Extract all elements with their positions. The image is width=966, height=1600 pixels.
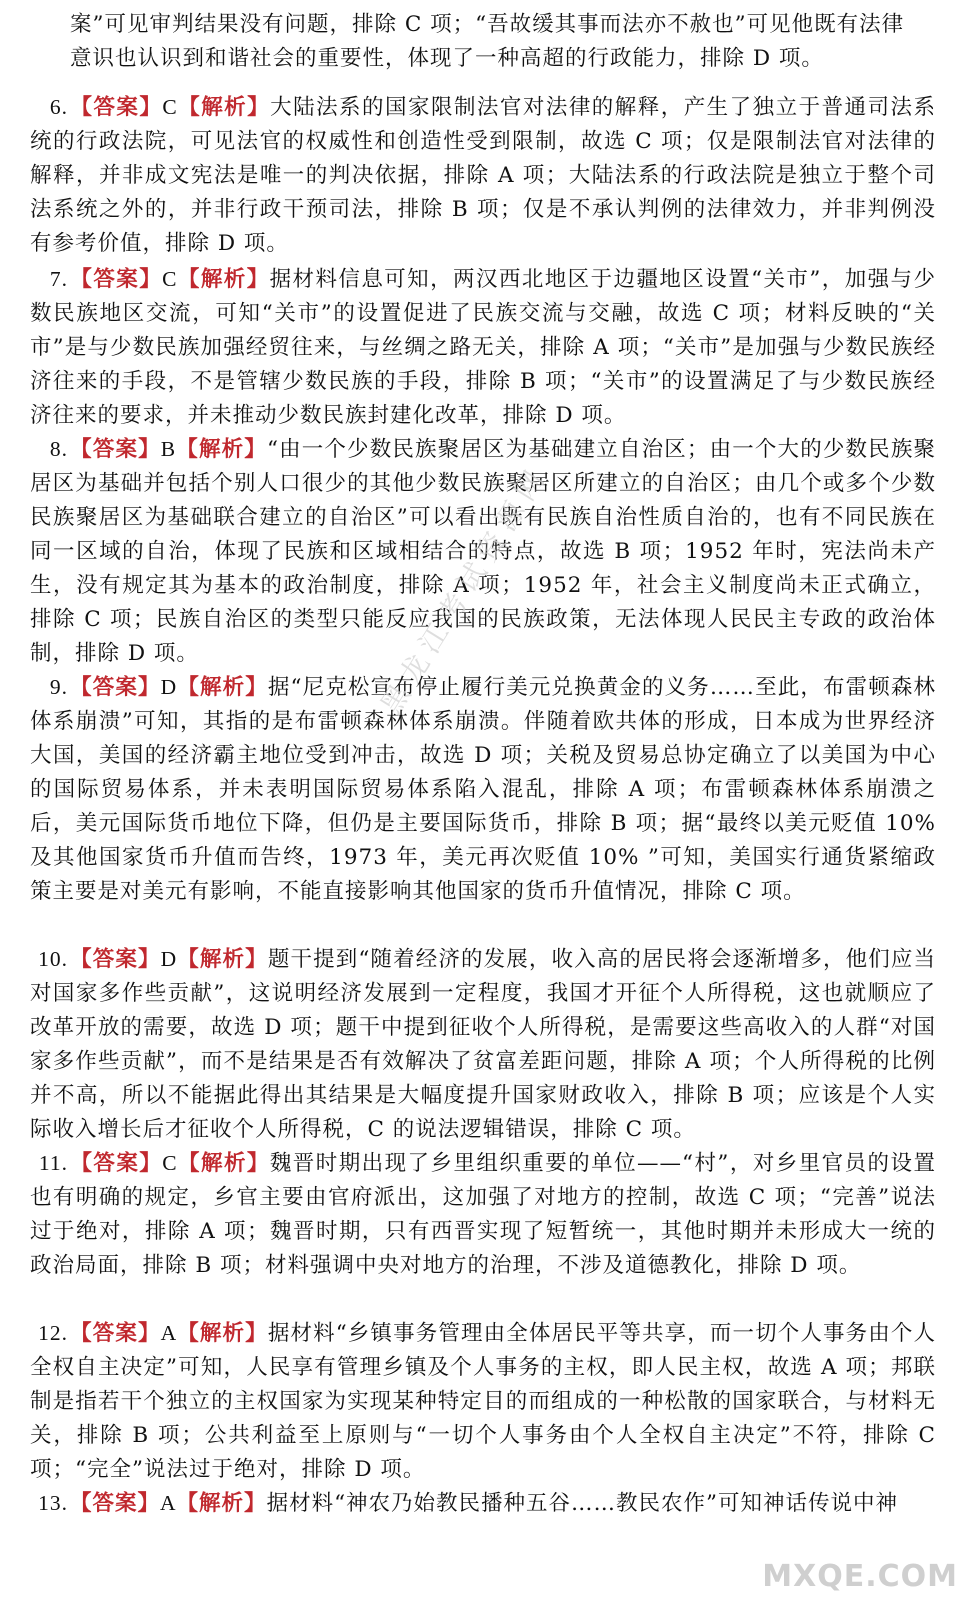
item-number: 8. <box>49 437 68 461</box>
analysis-text: 据材料“神农乃始教民播种五谷……教民农作”可知神话传说中神 <box>266 1491 899 1516</box>
answer-letter: B <box>160 437 177 461</box>
answer-label: 【答案】 <box>70 1151 163 1176</box>
answer-label: 【答案】 <box>70 267 163 292</box>
answer-letter: C <box>162 1151 178 1175</box>
analysis-label: 【解析】 <box>177 675 268 700</box>
answer-label: 【答案】 <box>70 437 161 462</box>
analysis-text: 据材料“乡镇事务管理由全体居民平等共享，而一切个人事务由个人全权自主决定”可知，人民享有管理乡镇及个人事务的主权，即人民主权，故选 A 项；邦联制是指若干个独立的主权国家为实现某种特定目的而组成的一种松散的国家联合，与材料无关，排除 B 项；公共利益至上原则与“一切个人事务由个人全权自主决定”不符，排除 C 项；“完全”说法过于绝对，排除 D 项。 <box>30 1321 936 1482</box>
answer-label: 【答案】 <box>70 95 163 120</box>
analysis-label: 【解析】 <box>177 95 271 120</box>
intro-paragraph <box>30 8 936 76</box>
analysis-text: 大陆法系的国家限制法官对法律的解释，产生了独立于普通司法系统的行政法院，可见法官的权威性和创造性受到限制，故选 C 项；仅是限制法官对法律的解释，并非成文宪法是唯一的判决依据，排除 A 项；大陆法系的行政法院是独立于整个司法系统之外的，并非行政干预司法，排除 B 项；仅是不承认判例的法律效力，并非判例没有参考价值，排除 D 项。 <box>30 95 936 256</box>
answer-item-13 <box>30 1486 936 1521</box>
intro-line: 意识也认识到和谐社会的重要性，体现了一种高超的行政能力，排除 D 项。 <box>70 46 824 71</box>
intro-line: 案”可见审判结果没有问题，排除 C 项；“吾故缓其事而法亦不赦也”可见他既有法律 <box>70 12 905 37</box>
analysis-text: “由一个少数民族聚居区为基础建立自治区；由一个大的少数民族聚居区为基础并包括个别人口很少的其他少数民族聚居区所建立的自治区；由几个或多个少数民族聚居区为基础联合建立的自治区”可以看出既有民族自治性质自治的，也有不同民族在同一区域的自治，体现了民族和区域相结合的特点，故选 B 项；1952 年时，宪法尚未产生，没有规定其为基本的政治制度，排除 A 项；1952 年，社会主义制度尚未正式确立，排除 C 项；民族自治区的类型只能反应我国的民族政策，无法体现人民民主专政的政治体制，排除 D 项。 <box>30 437 936 666</box>
answer-label: 【答案】 <box>70 947 161 972</box>
answer-item-11 <box>30 1146 936 1283</box>
analysis-label: 【解析】 <box>176 437 267 462</box>
analysis-text: 魏晋时期出现了乡里组织重要的单位——“村”，对乡里官员的设置也有明确的规定，乡官主要由官府派出，这加强了对地方的控制，故选 C 项；“完善”说法过于绝对，排除 A 项；魏晋时期，只有西晋实现了短暂统一，其他时期并未形成大一统的政治局面，排除 B 项；材料强调中央对地方的治理，不涉及道德教化，排除 D 项。 <box>30 1151 936 1278</box>
analysis-label: 【解析】 <box>177 947 268 972</box>
analysis-text: 据材料信息可知，两汉西北地区于边疆地区设置“关市”，加强与少数民族地区交流，可知“关市”的设置促进了民族交流与交融，故选 C 项；材料反映的“关市”是与少数民族加强经贸往来，与丝绸之路无关，排除 A 项；“关市”是加强与少数民族经济往来的手段，不是管辖少数民族的手段，排除 B 项；“关市”的设置满足了与少数民族经济往来的要求，并未推动少数民族封建化改革，排除 D 项。 <box>30 267 936 428</box>
answer-item-9 <box>30 670 936 909</box>
item-number: 12. <box>38 1321 68 1345</box>
item-number: 9. <box>49 675 68 699</box>
analysis-label: 【解析】 <box>176 1491 267 1516</box>
analysis-label: 【解析】 <box>177 267 270 292</box>
answer-letter: A <box>160 1321 178 1345</box>
answer-item-10 <box>30 942 936 1147</box>
answer-item-7 <box>30 262 936 433</box>
analysis-text: 题干提到“随着经济的发展，收入高的居民将会逐渐增多，他们应当对国家多作些贡献”，这说明经济发展到一定程度，我国才开征个人所得税，这也就顺应了改革开放的需要，故选 D 项；题干中提到征收个人所得税，是需要这些高收入的人群“对国家多作些贡献”，而不是结果是否有效解决了贫富差距问题，排除 A 项；个人所得税的比例并不高，所以不能据此得出其结果是大幅度提升国家财政收入，排除 B 项；应该是个人实际收入增长后才征收个人所得税，C 的说法逻辑错误，排除 C 项。 <box>30 947 936 1142</box>
diagonal-watermark: 黑龙江考试资源网 <box>374 458 555 721</box>
answer-label: 【答案】 <box>70 1321 161 1346</box>
analysis-text: 据“尼克松宣布停止履行美元兑换黄金的义务……至此，布雷顿森林体系崩溃”可知，其指的是布雷顿森林体系崩溃。伴随着欧共体的形成，日本成为世界经济大国，美国的经济霸主地位受到冲击，故选 D 项；关税及贸易总协定确立了以美国为中心的国际贸易体系，并未表明国际贸易体系陷入混乱，排除 A 项；布雷顿森林体系崩溃之后，美元国际货币地位下降，但仍是主要国际货币，排除 B 项；据“最终以美元贬值 10%及其他国家货币升值而告终，1973 年，美元再次贬值 10% ”可知，美国实行通货紧缩政策主要是对美元有影响，不能直接影响其他国家的货币升值情况，排除 C 项。 <box>30 675 936 904</box>
answer-item-12 <box>30 1316 936 1487</box>
item-number: 7. <box>49 267 68 291</box>
answer-letter: C <box>162 95 178 119</box>
item-number: 10. <box>38 947 68 971</box>
analysis-label: 【解析】 <box>177 1321 268 1346</box>
answer-letter: D <box>160 947 178 971</box>
answer-label: 【答案】 <box>70 675 161 700</box>
site-watermark: MXQE.COM <box>762 1559 958 1594</box>
answer-letter: D <box>160 675 178 699</box>
analysis-label: 【解析】 <box>177 1151 270 1176</box>
answer-letter: C <box>162 267 178 291</box>
item-number: 6. <box>49 95 68 119</box>
item-number: 11. <box>38 1151 68 1175</box>
answer-label: 【答案】 <box>70 1491 161 1516</box>
item-number: 13. <box>38 1491 68 1515</box>
answer-item-6 <box>30 90 936 261</box>
answer-letter: A <box>160 1491 177 1515</box>
